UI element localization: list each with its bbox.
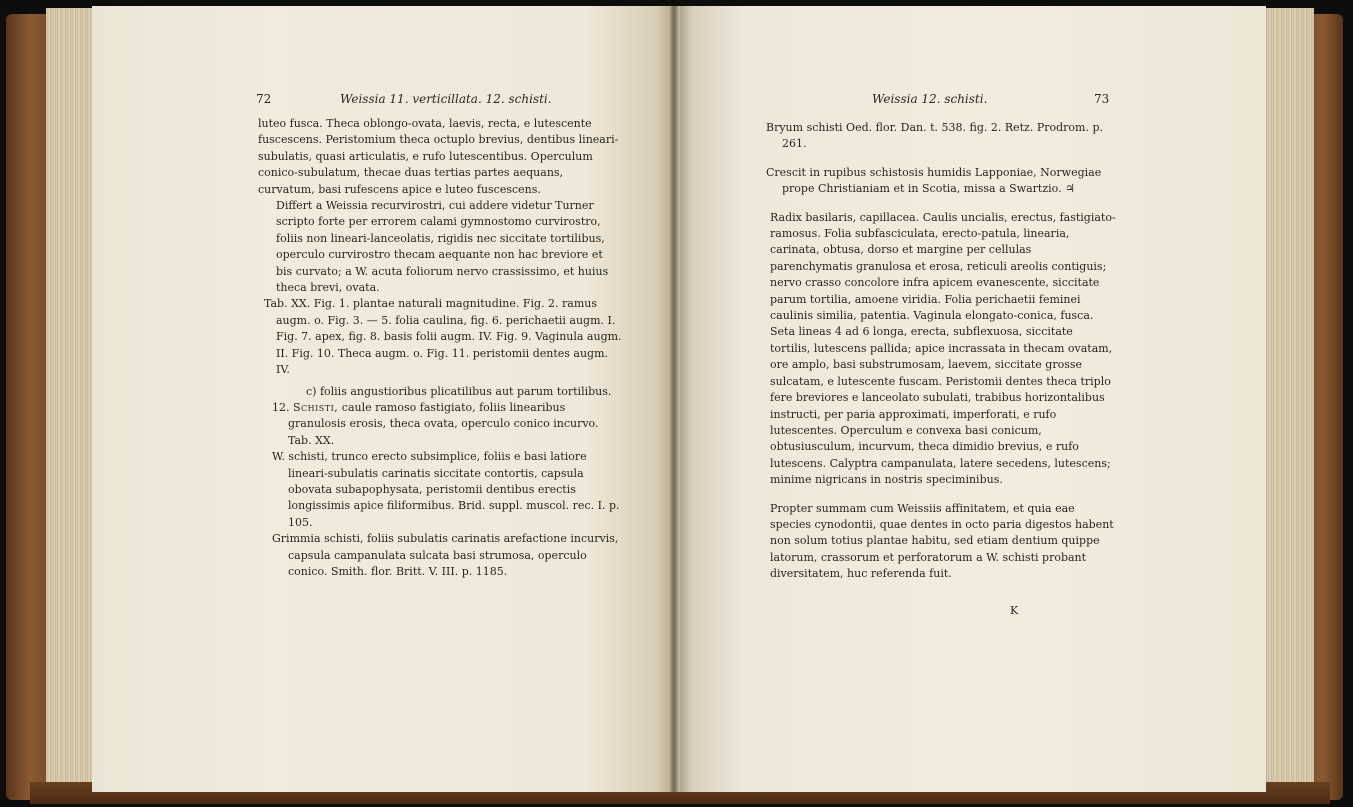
species-name: Schisti,	[293, 400, 339, 414]
synonym-bryum: Bryum schisti Oed. flor. Dan. t. 538. fig. 2. Retz. Prodrom. p. 261.	[766, 121, 1104, 151]
tab-para: Tab. XX. Fig. 1. plantae naturali magnitudine. Fig. 2. ramus augm. o. Fig. 3. — 5. folia caulina, fig. 6. perichaetii augm. I. Fig. 7. apex, fig. 8. basis folii augm. IV. Fig. 9. Vaginula augm. II. Fig. 10. Theca augm. o. Fig. 11. peristomii dentes augm. IV.	[264, 297, 622, 377]
section-c: c) foliis angustioribus plicatilibus aut parum tortilibus.	[306, 384, 612, 398]
description-para: luteo fusca. Theca oblongo-ovata, laevis, recta, e lutescente fuscescens. Peristomium theca octuplo brevius, dentibus lineari-subulatis, quasi articulatis, e rufo lutescentibus. Operculum conico-subulatum, thecae duas tertias partes aequans, curvatum, basi rufescens apice e luteo fuscescens.	[258, 117, 619, 196]
signature-mark: K	[1010, 604, 1019, 617]
synonym-grimmia: Grimmia schisti, foliis subulatis carinatis arefactione incurvis, capsula campanulata sulcata basi strumosa, operculo conico. Smith. flor. Britt. V. III. p. 1185.	[272, 532, 619, 578]
species-number: 12.	[272, 400, 290, 414]
differt-para: Differt a Weissia recurvirostri, cui addere videtur Turner scripto forte per errorem calami gymnostomo curvirostro, foliis non lineari-lanceolatis, rigidis nec siccitate tortilibus, operculo curvirostro thecam aequante non hac breviore et bis curvato; a W. acuta foliorum nervo crassissimo, et huius theca brevi, ovata.	[276, 199, 609, 295]
right-page-edges	[1262, 8, 1314, 798]
left-page-body	[258, 116, 622, 580]
right-running-head: Weissia 12. schisti.	[872, 92, 988, 106]
synonym-weissia: W. schisti, trunco erecto subsimplice, foliis e basi latiore lineari-subulatis carinatis siccitate contortis, capsula obovata subapophysata, peristomii dentibus erectis longissimis apice filiformibus. Brid. suppl. muscol. rec. I. p. 105.	[272, 450, 620, 529]
species-entry	[258, 400, 622, 449]
species-description: caule ramoso fastigiato, foliis linearibus granulosis erosis, theca ovata, operculo conico incurvo. Tab. XX.	[288, 400, 599, 447]
left-page-number: 72	[256, 92, 272, 106]
propter-para: Propter summam cum Weissiis affinitatem, et quia eae species cynodontii, quae dentes in octo paria digestos habent non solum totius plantae habitu, sed etiam dentium quippe latorum, crassorum et perforatorum a W. schisti probant diversitatem, huc referenda fuit.	[770, 501, 1114, 581]
left-running-head: Weissia 11. verticillata. 12. schisti.	[340, 92, 552, 106]
left-page-edges	[46, 8, 98, 798]
gutter	[668, 6, 680, 792]
morphology-para: Radix basilaris, capillacea. Caulis uncialis, erectus, fastigiato-ramosus. Folia subfasciculata, erecto-patula, linearia, carinata, obtusa, dorso et margine per cellulas parenchymatis granulosa et erosa, reticuli areolis contiguis; nervo crasso concolore infra apicem evanescente, siccitate parum tortilia, amoene viridia. Folia perichaetii feminei caulinis similia, patentia. Vaginula elongato-conica, fusca. Seta lineas 4 ad 6 longa, erecta, subflexuosa, siccitate tortilis, lutescens pallida; apice incrassata in thecam ovatam, ore amplo, basi substrumosam, laevem, siccitate grosse sulcatam, e lutescente fuscam. Peristomii dentes theca triplo fere breviores e lanceolato subulati, trabibus horizontalibus instructi, per paria approximati, imperforati, e rufo lutescentes. Operculum e convexa basi conicum, obtusiusculum, incurvum, theca dimidio brevius, e rufo lutescens. Calyptra campanulata, latere secedens, lutescens; minime nigricans in nostris speciminibus.	[770, 210, 1116, 487]
right-page-body	[752, 120, 1116, 583]
right-page-number: 73	[1094, 92, 1110, 106]
habitat-para: Crescit in rupibus schistosis humidis Lapponiae, Norwegiae prope Christianiam et in Scotia, missa a Swartzio. ♃	[766, 165, 1102, 196]
